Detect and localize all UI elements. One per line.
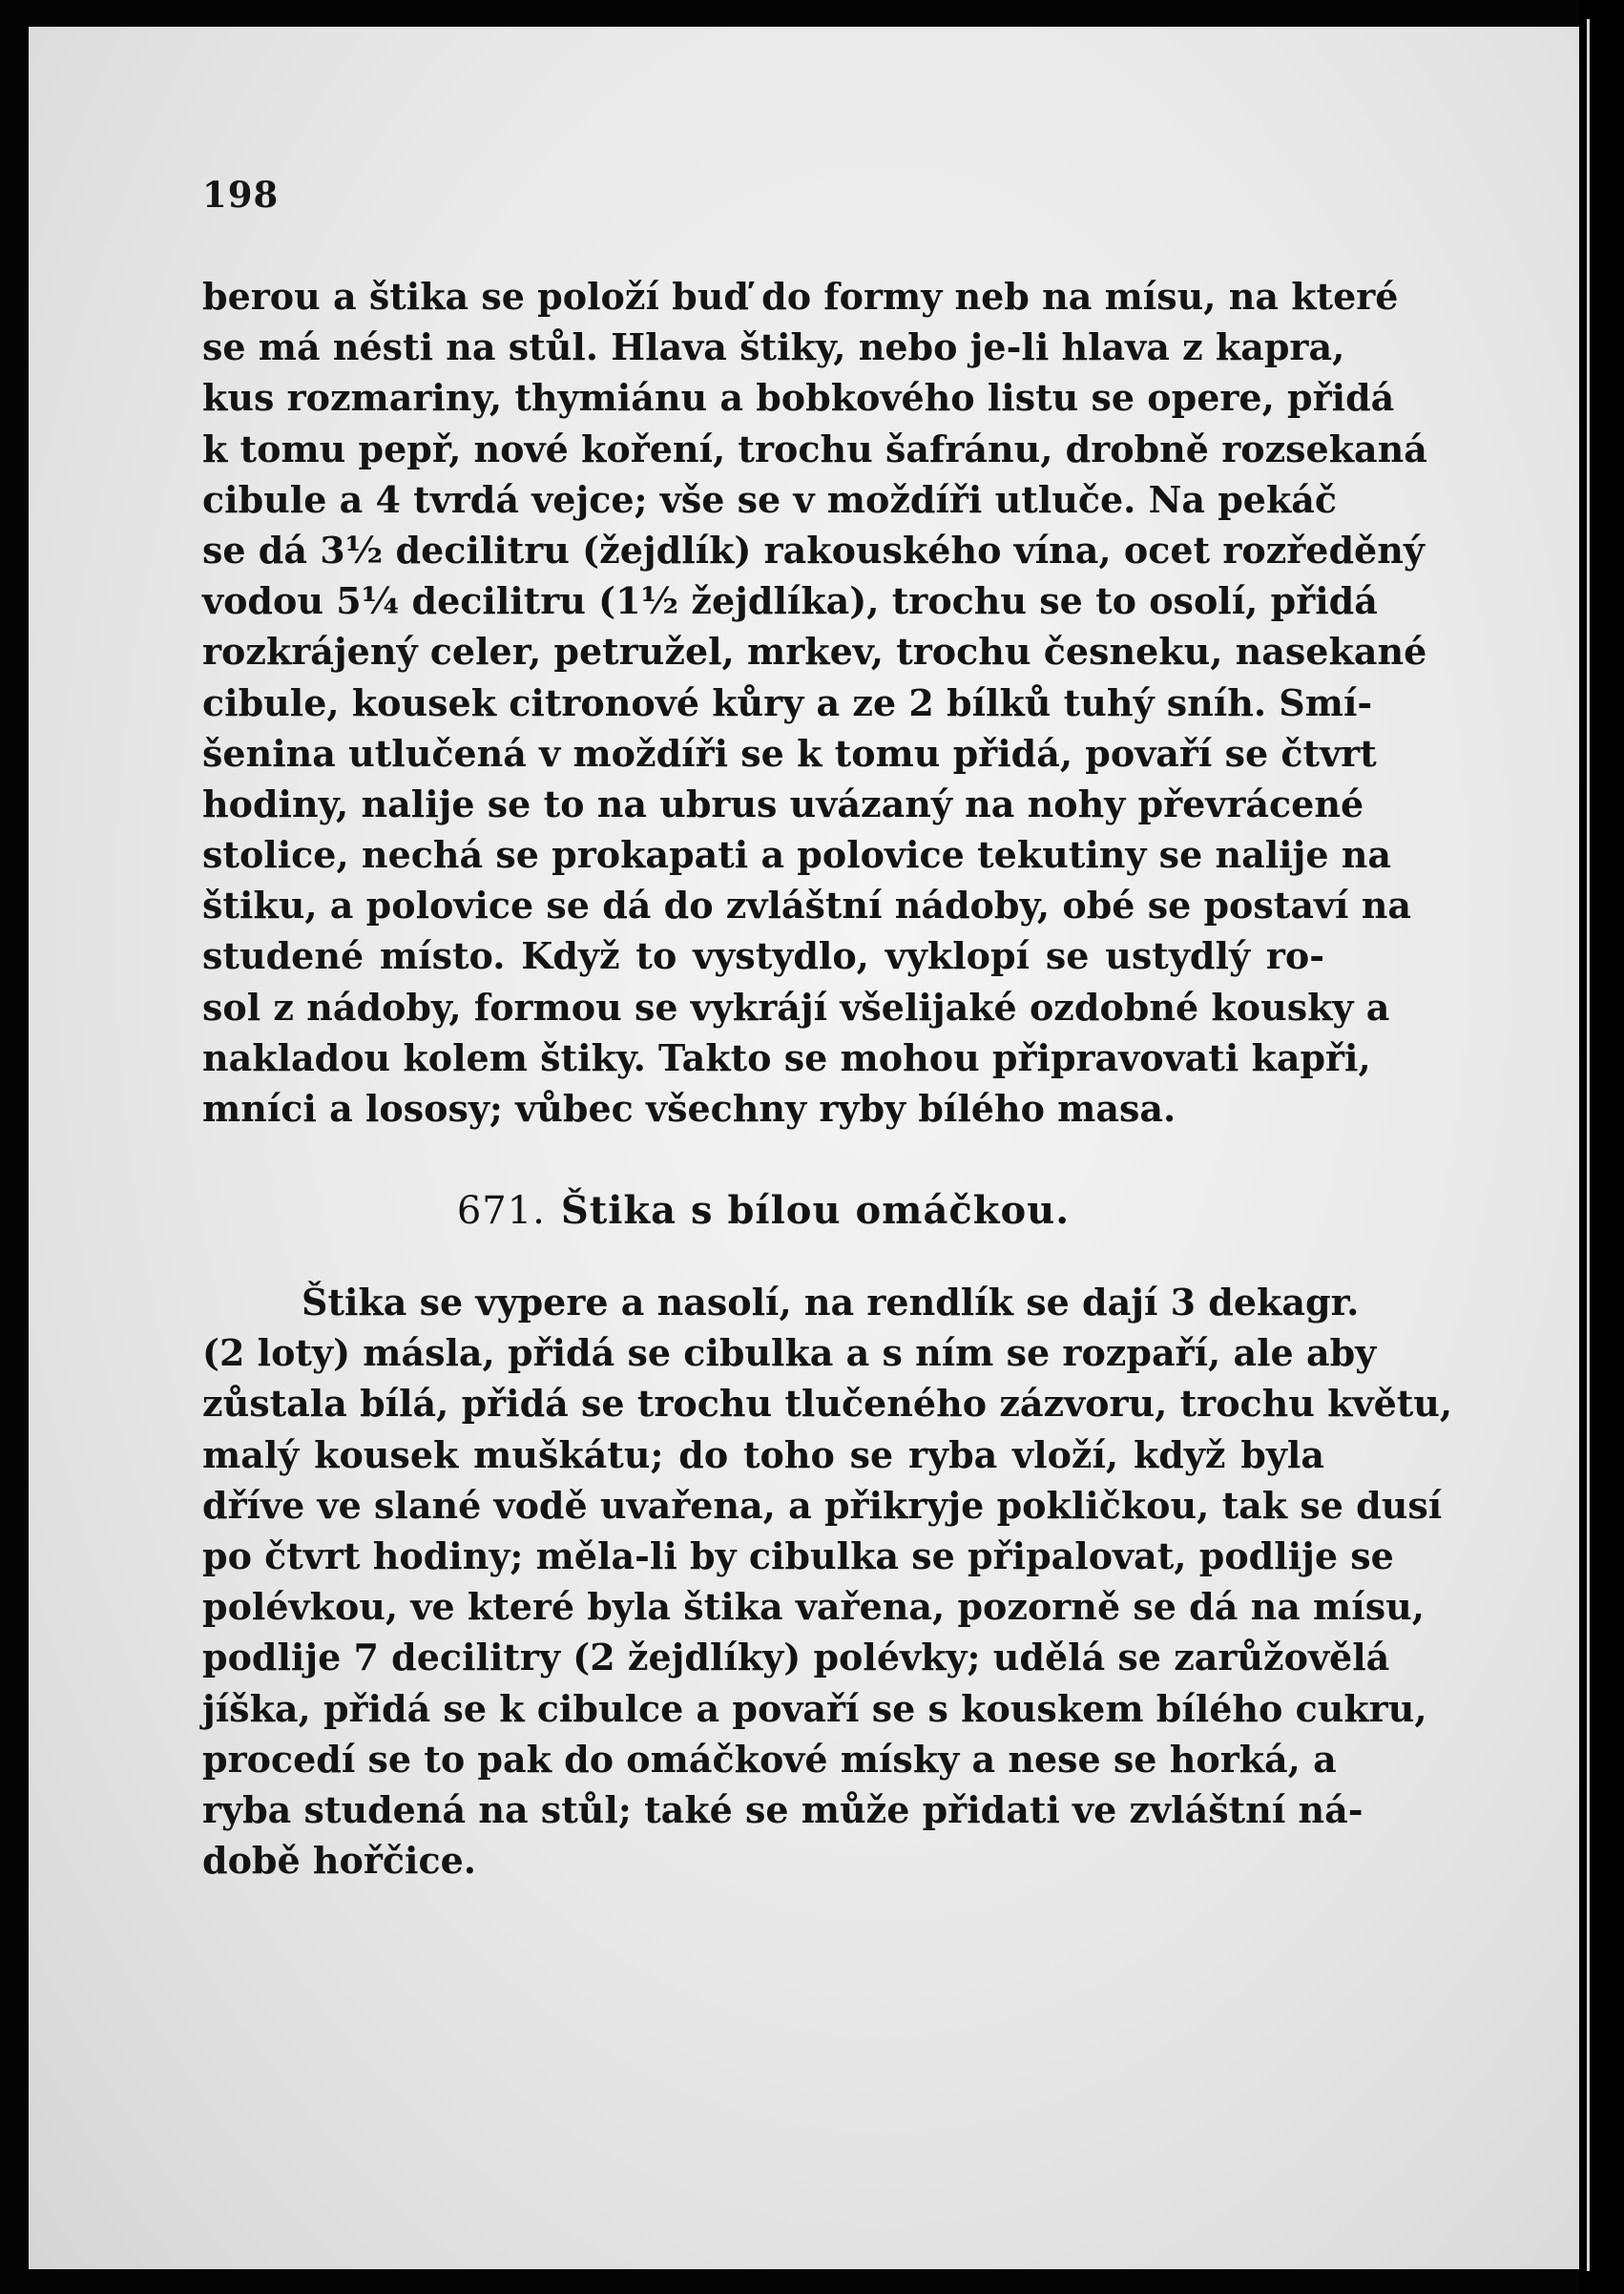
text-line: k tomu pepř, nové koření, trochu šafránu, drobně rozsekaná (202, 427, 1427, 470)
text-line: hodiny, nalije se to na ubrus uvázaný na nohy převrácené (202, 782, 1364, 825)
text-line: době hořčice. (202, 1839, 477, 1883)
text-line: jíška, přidá se k cibulce a povaří se s kouskem bílého cukru, (202, 1686, 1427, 1730)
text-line: kus rozmariny, thymiánu a bobkového listu se opere, přidá (202, 376, 1395, 420)
text-line: cibule, kousek citronové kůry a ze 2 bílků tuhý sníh. Smí- (202, 680, 1373, 724)
recipe-paragraph (202, 1277, 1453, 1886)
text-line: štiku, a polovice se dá do zvláštní nádoby, obé se postaví na (202, 884, 1411, 928)
text-line: se dá 3½ decilitru (žejdlík) rakouského vína, ocet rozředěný (202, 528, 1425, 572)
text-line: Štika se vypere a nasolí, na rendlík se dají 3 dekagr. (302, 1281, 1360, 1324)
text-line: se má nésti na stůl. Hlava štiky, nebo je-li hlava z kapra, (202, 325, 1345, 369)
text-line: procedí se to pak do omáčkové mísky a nese se horká, a (202, 1737, 1337, 1781)
text-line: dříve ve slané vodě uvařena, a přikryje pokličkou, tak se dusí (202, 1483, 1443, 1527)
text-line: stolice, nechá se prokapati a polovice tekutiny se nalije na (202, 833, 1392, 877)
text-line: po čtvrt hodiny; měla-li by cibulka se připalovat, podlije se (202, 1533, 1394, 1577)
text-line: podlije 7 decilitry (2 žejdlíky) polévky; udělá se zarůžovělá (202, 1636, 1390, 1679)
text-line: ryba studená na stůl; také se může přidati ve zvláštní ná- (202, 1787, 1364, 1831)
section-number: 671. (456, 1189, 546, 1233)
text-line: vodou 5¼ decilitru (1½ žejdlíka), trochu se to osolí, přidá (202, 579, 1378, 623)
text-line: studené místo. Když to vystydlo, vyklopí se ustydlý ro- (202, 934, 1324, 978)
text-line: šenina utlučená v moždíři se k tomu přidá, povaří se čtvrt (202, 731, 1377, 775)
text-line: cibule a 4 tvrdá vejce; vše se v moždíři utluče. Na pekáč (202, 477, 1338, 521)
paragraph-continuation (202, 271, 1427, 1134)
text-line: sol z nádoby, formou se vykrájí všelijaké ozdobné kousky a (202, 985, 1390, 1029)
section-title: Štika s bílou omáčkou. (560, 1188, 1071, 1233)
page-number: 198 (202, 174, 280, 216)
text-line: malý kousek muškátu; do toho se ryba vloží, když byla (202, 1432, 1324, 1476)
page-edge-line (1587, 19, 1590, 2271)
text-line: berou a štika se položí buď do formy neb na mísu, na které (202, 275, 1399, 318)
text-line: nakladou kolem štiky. Takto se mohou připravovati kapři, (202, 1035, 1371, 1079)
text-line: rozkrájený celer, petružel, mrkev, trochu česneku, nasekané (202, 630, 1427, 674)
text-line: mníci a lososy; vůbec všechny ryby bílého masa. (202, 1087, 1176, 1130)
text-line: zůstala bílá, přidá se trochu tlučeného zázvoru, trochu květu, (202, 1382, 1453, 1426)
text-line: (2 loty) másla, přidá se cibulka a s ním se rozpaří, ale aby (202, 1331, 1377, 1375)
section-heading (202, 1188, 1324, 1233)
text-line: polévkou, ve které byla štika vařena, pozorně se dá na mísu, (202, 1585, 1425, 1629)
